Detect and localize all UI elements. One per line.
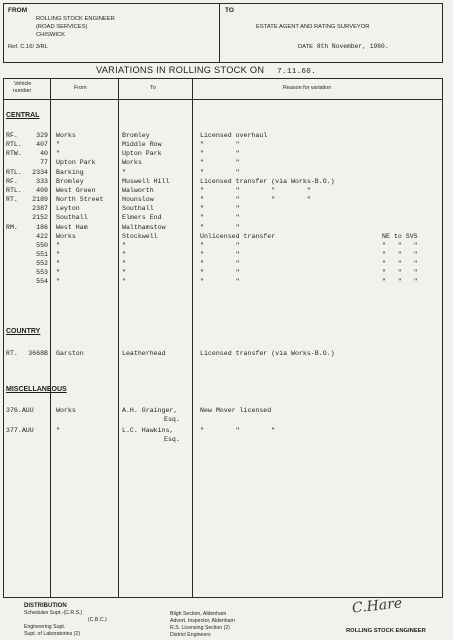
reason-cell: " " " <box>200 427 276 434</box>
vehicle-prefix: RF. <box>6 132 18 139</box>
from-cell: " <box>56 141 60 149</box>
table-row <box>0 213 453 222</box>
reason-cell: " " <box>200 141 240 149</box>
to-cell: " <box>122 278 126 286</box>
reason-cell: " " <box>200 241 240 249</box>
vehicle-number: 2387 <box>32 205 48 213</box>
extra-cell: " " " <box>382 241 418 249</box>
table-row-continuation <box>0 435 453 444</box>
page-title <box>96 65 316 76</box>
to-cell: A.H. Grainger, <box>122 407 178 414</box>
to-cell: Walthamstow <box>122 223 166 231</box>
to-cell: Works <box>122 159 142 167</box>
vehicle-prefix: RTL. <box>6 141 22 149</box>
reason-cell: " " <box>200 159 240 167</box>
extra-cell: NE to SVS <box>382 232 418 240</box>
extra-cell: " " " <box>382 269 418 277</box>
from-line-3: CHISWICK <box>36 32 65 38</box>
distribution-mid-2: Advert. Inspector, Aldenham <box>170 618 235 624</box>
col-reason: Reason for variation <box>283 85 332 91</box>
table-row <box>0 158 453 167</box>
reason-cell: Licensed transfer (via Works-B.O.) <box>200 350 335 357</box>
vehicle-number: 2189 <box>32 196 48 204</box>
vehicle-number: 77 <box>40 159 48 167</box>
table-row <box>0 131 453 140</box>
reason-cell: New Mover licensed <box>200 407 272 414</box>
from-cell: West Ham <box>56 223 88 231</box>
col-from: From <box>74 85 87 91</box>
from-line-1: ROLLING STOCK ENGINEER <box>36 16 115 22</box>
table-row <box>0 168 453 177</box>
reason-cell: Unlicensed transfer <box>200 232 276 240</box>
to-cell: Hounslow <box>122 196 154 204</box>
vehicle-number: 186 <box>36 223 48 231</box>
vehicle-number: 553 <box>36 269 48 277</box>
section-central: CENTRAL <box>6 112 40 119</box>
from-cell: Upton Park <box>56 159 96 167</box>
reason-cell: " " " " <box>200 196 311 204</box>
reason-cell: " " <box>200 269 240 277</box>
vehicle-prefix: RTL. <box>6 168 22 176</box>
signature: C.Hare <box>351 595 403 617</box>
vehicle-number: 329 <box>36 132 48 139</box>
date-line <box>298 43 389 50</box>
from-cell: " <box>56 260 60 268</box>
table-row <box>0 177 453 186</box>
distribution-mid-4: District Engineers <box>170 632 211 638</box>
table-row <box>0 149 453 158</box>
date-value: 8th November, 1960. <box>316 43 389 50</box>
reason-cell: " " <box>200 260 240 268</box>
table-row <box>0 250 453 259</box>
table-row <box>0 204 453 213</box>
reason-cell: Licensed transfer (via Works-B.O.) <box>200 177 335 185</box>
vehicle-number: 550 <box>36 241 48 249</box>
to-name: ESTATE AGENT AND RATING SURVEYOR <box>256 24 370 30</box>
to-cell: " <box>122 250 126 258</box>
signature-title: ROLLING STOCK ENGINEER <box>346 628 426 634</box>
to-cell: Elmers End <box>122 214 162 222</box>
from-cell: Works <box>56 132 76 139</box>
from-cell: Garston <box>56 350 84 357</box>
table-row <box>0 259 453 268</box>
vehicle-prefix: RM. <box>6 223 18 231</box>
to-cell: Muswell Hill <box>122 177 170 185</box>
to-cell: Stockwell <box>122 232 158 240</box>
from-cell: " <box>56 278 60 286</box>
from-label: FROM <box>8 7 28 14</box>
distribution-left-3: Engineering Supt. <box>24 624 66 630</box>
vehicle-prefix: RTL. <box>6 186 22 194</box>
distribution-label: DISTRIBUTION <box>24 603 67 609</box>
vehicle-number: 551 <box>36 250 48 258</box>
vehicle-prefix: RF. <box>6 177 18 185</box>
vehicle-number: 2152 <box>32 214 48 222</box>
vehicle-number: 407 <box>36 141 48 149</box>
section-miscellaneous: MISCELLANEOUS <box>6 386 67 393</box>
to-label: TO <box>225 7 234 14</box>
vehicle-number: 376.AUU <box>6 407 34 414</box>
table-row <box>0 241 453 250</box>
extra-cell: " " " <box>382 260 418 268</box>
reason-cell: " " <box>200 168 240 176</box>
date-label: DATE <box>298 44 314 50</box>
to-cell: Southall <box>122 205 154 213</box>
from-cell: " <box>56 250 60 258</box>
from-cell: North Street <box>56 196 104 204</box>
reason-cell: " " <box>200 214 240 222</box>
extra-cell: " " " <box>382 250 418 258</box>
vehicle-prefix: RTW. <box>6 150 22 158</box>
from-cell: " <box>56 241 60 249</box>
extra-cell: " " " <box>382 278 418 286</box>
from-cell: Leyton <box>56 205 80 213</box>
title-text: VARIATIONS IN ROLLING STOCK ON <box>96 65 265 75</box>
reason-cell: " " " " <box>200 186 311 194</box>
table-row <box>0 186 453 195</box>
vehicle-number: 3668B <box>28 350 48 357</box>
distribution-left-1: Schedules Supt.-(C.R.S.) <box>24 610 83 616</box>
to-cell-line-2: Esq. <box>164 436 180 443</box>
reason-cell: " " <box>200 150 240 158</box>
vehicle-number: 333 <box>36 177 48 185</box>
section-country: COUNTRY <box>6 328 41 335</box>
col-vehicle-1: Vehicle <box>14 81 32 87</box>
reason-cell: Licensed overhaul <box>200 132 268 139</box>
to-cell: Walworth <box>122 186 154 194</box>
from-cell: Southall <box>56 214 88 222</box>
from-cell: " <box>56 427 60 434</box>
distribution-mid-3: R.S. Licensing Section (2) <box>170 625 230 631</box>
vehicle-number: 552 <box>36 260 48 268</box>
to-cell: L.C. Hawkins, <box>122 427 174 434</box>
from-cell: " <box>56 269 60 277</box>
table-row <box>0 406 453 415</box>
reason-cell: " " <box>200 223 240 231</box>
reason-cell: " " <box>200 250 240 258</box>
table-row <box>0 268 453 277</box>
from-cell: Works <box>56 407 76 414</box>
distribution-left-4: Supt. of Laboratories (2) <box>24 631 80 637</box>
table-row <box>0 195 453 204</box>
title-date: 7.11.60. <box>277 68 316 76</box>
ref-number: Ref. C.16/ 3/RL <box>8 44 48 50</box>
col-vehicle-2: number <box>13 88 32 94</box>
vehicle-number: 409 <box>36 186 48 194</box>
table-row <box>0 140 453 149</box>
table-row <box>0 426 453 435</box>
vehicle-prefix: RT. <box>6 196 18 204</box>
vehicle-number: 422 <box>36 232 48 240</box>
to-cell: Upton Park <box>122 150 162 158</box>
from-cell: Bromley <box>56 177 84 185</box>
distribution-left-2: (C.B.C.) <box>88 617 107 623</box>
vehicle-number: 40 <box>40 150 48 158</box>
vehicle-number: 554 <box>36 278 48 286</box>
to-cell: " <box>122 168 126 176</box>
reason-cell: " " <box>200 278 240 286</box>
vehicle-number: 377.AUU <box>6 427 34 434</box>
table-row <box>0 349 453 358</box>
to-cell: Bromley <box>122 132 150 139</box>
to-cell-line-2: Esq. <box>164 416 180 423</box>
from-line-2: (ROAD SERVICES) <box>36 24 88 30</box>
table-row-continuation <box>0 415 453 424</box>
table-row <box>0 277 453 286</box>
from-cell: West Green <box>56 186 96 194</box>
reason-cell: " " <box>200 205 240 213</box>
to-cell: " <box>122 260 126 268</box>
distribution-mid-1: Bligh Section, Aldenham <box>170 611 227 617</box>
to-cell: Middle Row <box>122 141 162 149</box>
from-cell: Works <box>56 232 76 240</box>
col-to: To <box>150 85 156 91</box>
from-cell: " <box>56 150 60 158</box>
to-cell: " <box>122 241 126 249</box>
table-row <box>0 223 453 232</box>
from-cell: Barking <box>56 168 84 176</box>
to-cell: " <box>122 269 126 277</box>
table-row <box>0 232 453 241</box>
vehicle-prefix: RT. <box>6 350 18 357</box>
to-cell: Leatherhead <box>122 350 166 357</box>
vehicle-number: 2334 <box>32 168 48 176</box>
